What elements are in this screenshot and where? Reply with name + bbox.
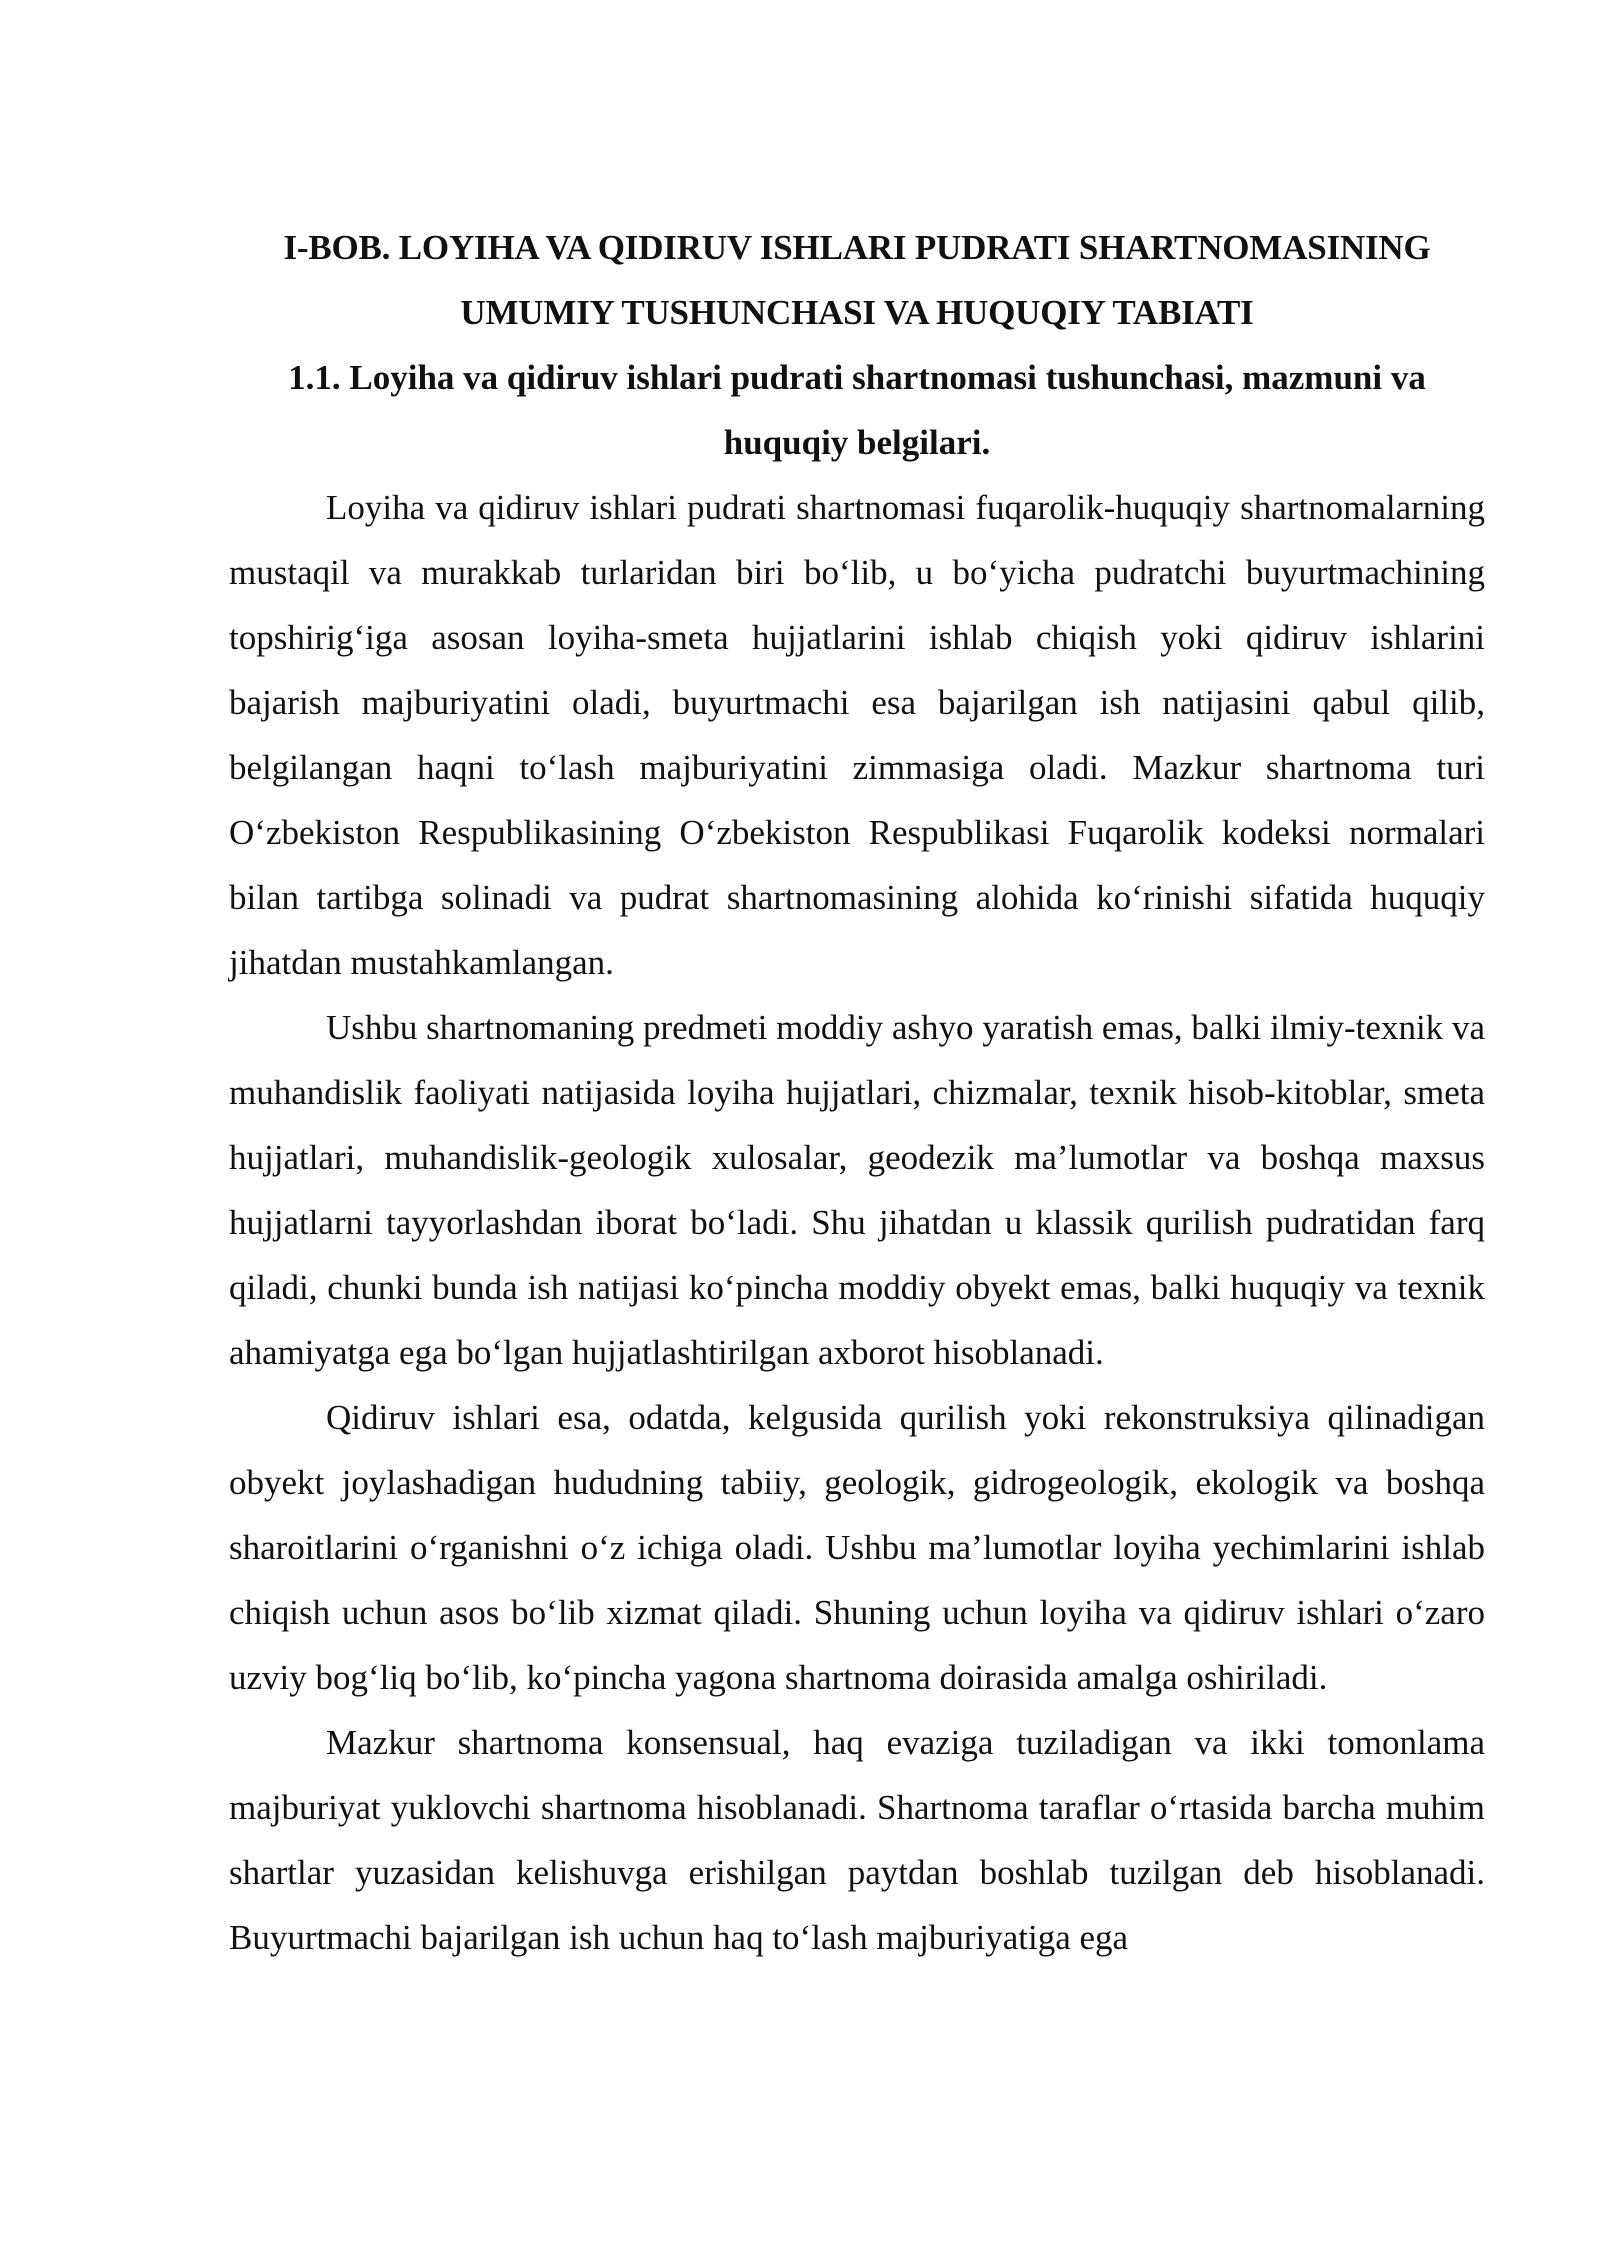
paragraph-3: Qidiruv ishlari esa, odatda, kelgusida qurilish yoki rekonstruksiya qilinadigan obyekt joylashadigan hududning tabiiy, geologik, gidrogeologik, ekologik va boshqa sharoitlarini o‘rganishni o‘z ichiga oladi. Ushbu ma’lumotlar loyiha yechimlarini ishlab chiqish uchun asos bo‘lib xizmat qiladi. Shuning uchun loyiha va qidiruv ishlari o‘zaro uzviy bog‘liq bo‘lib, ko‘pincha yagona shartnoma doirasida amalga oshiriladi. <box>229 1398 1485 1697</box>
document-page <box>229 215 1485 1970</box>
paragraph-4: Mazkur shartnoma konsensual, haq evaziga tuziladigan va ikki tomonlama majburiyat yuklovchi shartnoma hisoblanadi. Shartnoma taraflar o‘rtasida barcha muhim shartlar yuzasidan kelishuvga erishilgan paytdan boshlab tuzilgan deb hisoblanadi. Buyurtmachi bajarilgan ish uchun haq to‘lash majburiyatiga ega <box>229 1723 1485 1957</box>
section-title: 1.1. Loyiha va qidiruv ishlari pudrati shartnomasi tushunchasi, mazmuni va huquqiy belgilari. <box>288 358 1426 462</box>
paragraph-1: Loyiha va qidiruv ishlari pudrati shartnomasi fuqarolik-huquqiy shartnomalarning mustaqil va murakkab turlaridan biri bo‘lib, u bo‘yicha pudratchi buyurtmachining topshirig‘iga asosan loyiha-smeta hujjatlarini ishlab chiqish yoki qidiruv ishlarini bajarish majburiyatini oladi, buyurtmachi esa bajarilgan ish natijasini qabul qilib, belgilangan haqni to‘lash majburiyatini zimmasiga oladi. Mazkur shartnoma turi O‘zbekiston Respublikasining O‘zbekiston Respublikasi Fuqarolik kodeksi normalari bilan tartibga solinadi va pudrat shartnomasining alohida ko‘rinishi sifatida huquqiy jihatdan mustahkamlangan. <box>229 488 1485 982</box>
paragraph-2: Ushbu shartnomaning predmeti moddiy ashyo yaratish emas, balki ilmiy-texnik va muhandislik faoliyati natijasida loyiha hujjatlari, chizmalar, texnik hisob-kitoblar, smeta hujjatlari, muhandislik-geologik xulosalar, geodezik ma’lumotlar va boshqa maxsus hujjatlarni tayyorlashdan iborat bo‘ladi. Shu jihatdan u klassik qurilish pudratidan farq qiladi, chunki bunda ish natijasi ko‘pincha moddiy obyekt emas, balki huquqiy va texnik ahamiyatga ega bo‘lgan hujjatlashtirilgan axborot hisoblanadi. <box>229 1008 1485 1372</box>
chapter-title: I-BOB. LOYIHA VA QIDIRUV ISHLARI PUDRATI SHARTNOMASINING UMUMIY TUSHUNCHASI VA HUQUQIY TABIATI <box>283 228 1431 332</box>
